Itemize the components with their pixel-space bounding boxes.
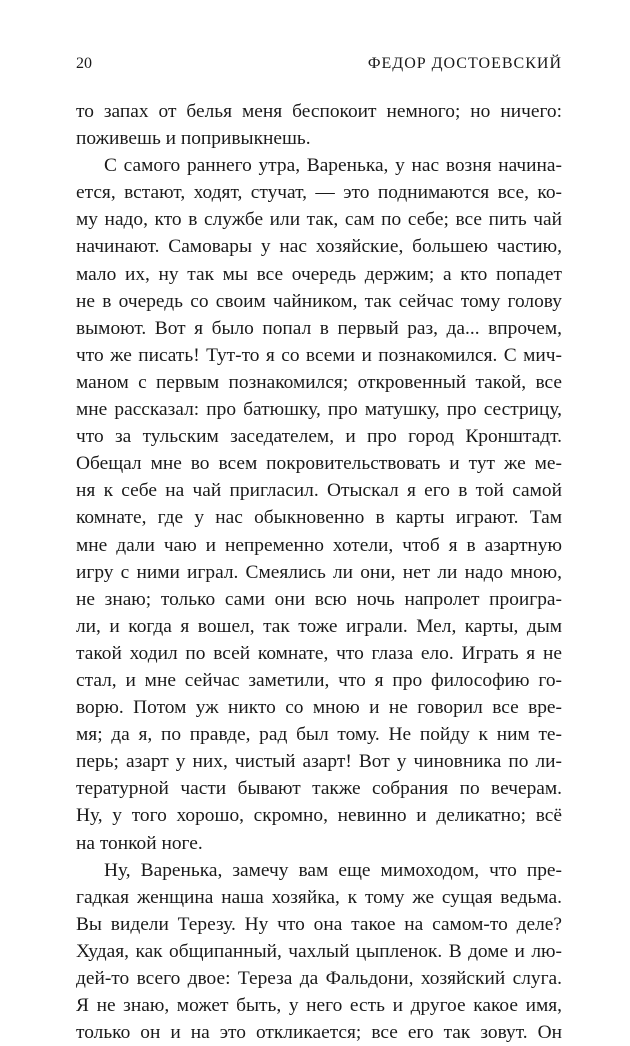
text-line: маном с первым познакомился; откровенный такой, все [76,371,562,393]
text-line: Обещал мне во всем покровительствовать и тут же ме- [76,453,562,475]
text-line: Ну, Варенька, замечу вам еще мимоходом, что пре- [104,859,562,881]
text-line: мне рассказал: про батюшку, про матушку, про сестрицу, [76,399,562,421]
text-line: мало их, ну так мы все очередь держим; а кто попадет [76,263,562,285]
text-line: начинают. Самовары у нас хозяйские, большею частию, [76,236,562,258]
text-line: не в очередь со своим чайником, так сейчас тому голову [76,290,562,312]
text-line: Вы видели Терезу. Ну что она такое на самом-то деле? [76,913,562,935]
text-line: ворю. Потом уж никто со мною и не говорил все вре- [76,697,562,719]
text-line: комнате, где у нас обыкновенно в карты играют. Там [76,507,562,529]
text-line: С самого раннего утра, Варенька, у нас возня начина- [104,155,562,177]
text-line: мне дали чаю и непременно хотели, чтоб я в азартную [76,534,562,556]
text-line: перь; азарт у них, чистый азарт! Вот у чиновника по ли- [76,751,562,773]
text-line: что за тульским заседателем, и про город Кронштадт. [76,426,562,448]
text-line: мя; да я, по правде, рад был тому. Не пойду к ним те- [76,724,562,746]
text-line: игру с ними играл. Смеялись ли они, нет ли надо мною, [76,561,562,583]
text-line: стал, и мне сейчас заметили, что я про философию го- [76,669,562,691]
text-line: тературной части бывают также собрания по вечерам. [76,778,562,800]
running-head-author: ФЕДОР ДОСТОЕВСКИЙ [367,55,562,72]
text-line: такой ходил по всей комнате, что глаза ело. Играть я не [76,642,562,664]
text-line: только он и на это откликается; все его так зовут. Он [76,1022,562,1044]
text-line: Худая, как общипанный, чахлый цыпленок. В доме и лю- [76,940,562,962]
text-line: дей-то всего двое: Тереза да Фальдони, хозяйский слуга. [76,968,562,989]
text-line: ли, и когда я вошел, так тоже играли. Мел, карты, дым [76,615,562,637]
text-line: не знаю; только сами они всю ночь напролет проигра- [76,588,562,610]
text-line: Ну, у того хорошо, скромно, невинно и деликатно; всё [76,805,562,827]
text-line: ется, встают, ходят, стучат, — это поднимаются все, ко- [76,182,562,204]
text-line: поживешь и попривыкнешь. [76,128,311,150]
running-head [76,55,562,79]
text-line: ня к себе на чай пригласил. Отыскал я его в той самой [76,480,562,502]
page-number: 20 [76,55,92,72]
text-line: гадкая женщина наша хозяйка, к тому же сущая ведьма. [76,886,562,908]
text-line: вымоют. Вот я было попал в первый раз, да... впрочем, [76,317,562,339]
text-line: му надо, кто в службе или так, сам по себе; все пить чай [76,209,562,231]
text-line: то запах от белья меня беспокоит немного; но ничего: [76,101,562,122]
text-line: Я не знаю, может быть, у него есть и другое какое имя, [76,995,562,1017]
body-text [76,98,562,1046]
text-line: на тонкой ноге. [76,832,203,854]
text-line: что же писать! Тут-то я со всеми и познакомился. С мич- [76,344,562,366]
